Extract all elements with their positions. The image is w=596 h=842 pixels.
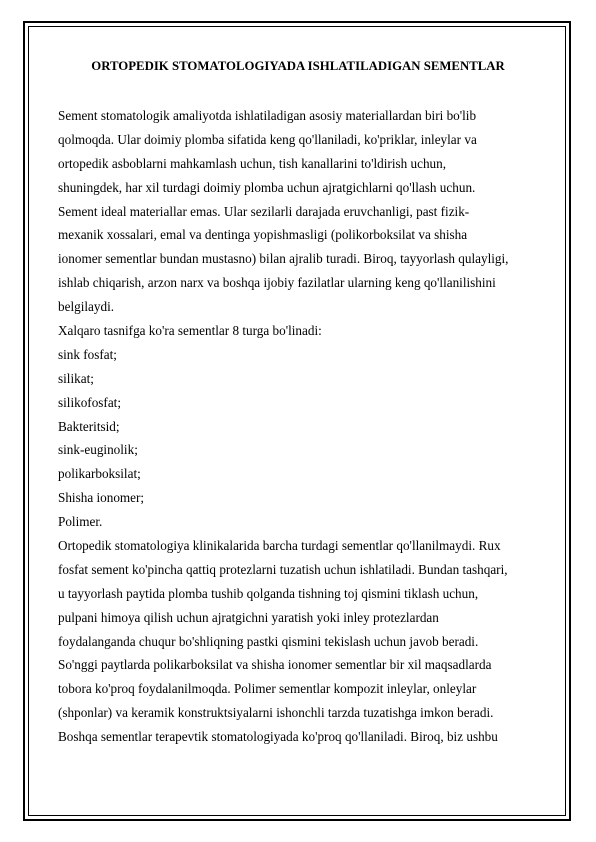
text-line: (shponlar) va keramik konstruktsiyalarni ishonchli tarzda tuzatishga imkon beradi. <box>58 705 494 721</box>
text-line: ishlab chiqarish, arzon narx va boshqa ijobiy fazilatlar ularning keng qo'llanilishini <box>58 275 496 291</box>
text-line: shuningdek, har xil turdagi doimiy plomba uchun ajratgichlarni qo'llash uchun. <box>58 179 476 195</box>
text-line: foydalanganda chuqur bo'shliqning pastki qismini tekislash uchun javob beradi. <box>58 633 479 649</box>
list-item: silikat; <box>58 370 94 386</box>
list-item: Bakteritsid; <box>58 418 120 434</box>
text-line: Boshqa sementlar terapevtik stomatologiyada ko'proq qo'llaniladi. Biroq, biz ushbu <box>58 729 498 745</box>
text-line: So'nggi paytlarda polikarboksilat va shisha ionomer sementlar bir xil maqsadlarda <box>58 657 492 673</box>
text-line: fosfat sement ko'pincha qattiq protezlarni tuzatish uchun ishlatiladi. Bundan tashqari, <box>58 561 508 577</box>
text-line: mexanik xossalari, emal va dentinga yopishmasligi (polikorboksilat va shisha <box>58 227 468 243</box>
text-line: pulpani himoya qilish uchun ajratgichni yaratish yoki inley protezlardan <box>58 609 439 625</box>
text-line: tobora ko'proq foydalanilmoqda. Polimer sementlar kompozit inleylar, onleylar <box>58 681 477 697</box>
list-intro: Xalqaro tasnifga ko'ra sementlar 8 turga bo'linadi: <box>58 323 322 339</box>
text-line: ionomer sementlar bundan mustasno) bilan ajralib turadi. Biroq, tayyorlash qulayligi, <box>58 251 509 267</box>
list-item: sink-euginolik; <box>58 442 138 458</box>
list-item: sink fosfat; <box>58 346 117 362</box>
list-item: silikofosfat; <box>58 394 122 410</box>
text-line: Sement stomatologik amaliyotda ishlatiladigan asosiy materiallardan biri bo'lib <box>58 108 477 123</box>
list-item: Shisha ionomer; <box>58 490 145 506</box>
text-line: u tayyorlash paytida plomba tushib qolganda tishning toj qismini tiklash uchun, <box>58 585 479 601</box>
text-line: ortopedik asboblarni mahkamlash uchun, tish kanallarini to'ldirish uchun, <box>58 155 447 171</box>
text-line: Sement ideal materiallar emas. Ular sezilarli darajada eruvchanligi, past fizik- <box>58 203 470 219</box>
document-title: ORTOPEDIK STOMATOLOGIYADA ISHLATILADIGAN SEMENTLAR <box>91 59 505 73</box>
text-line: belgilaydi. <box>58 299 115 315</box>
list-item: Polimer. <box>58 514 103 530</box>
document-body <box>58 104 548 749</box>
text-line: qolmoqda. Ular doimiy plomba sifatida keng qo'llaniladi, ko'priklar, inleylar va <box>58 131 477 147</box>
list-item: polikarboksilat; <box>58 466 141 482</box>
text-line: Ortopedik stomatologiya klinikalarida barcha turdagi sementlar qo'llanilmaydi. Rux <box>58 538 501 554</box>
